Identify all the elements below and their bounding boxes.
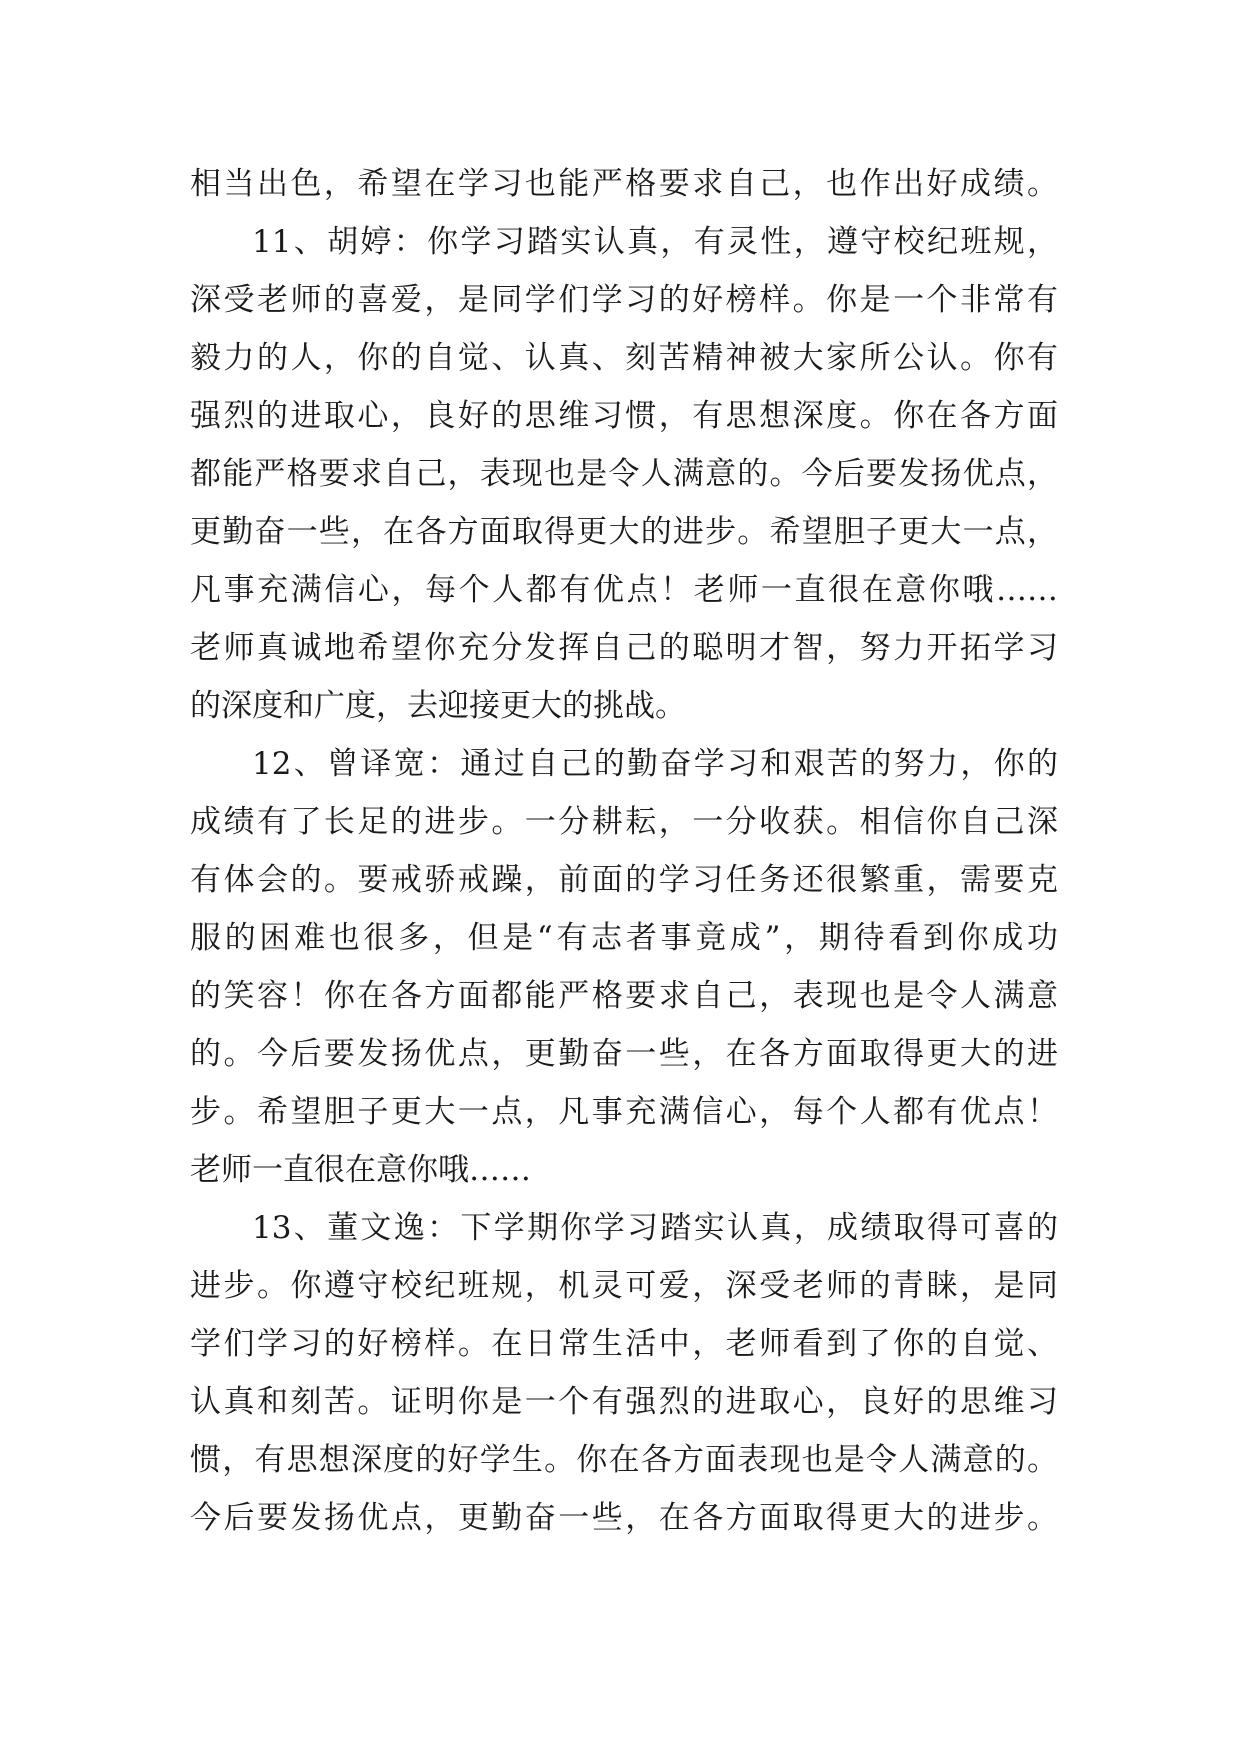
text-line: 相当出色，希望在学习也能严格要求自己，也作出好成绩。 — [190, 166, 1058, 202]
text-line: 步。希望胆子更大一点，凡事充满信心，每个人都有优点！ — [190, 1094, 1058, 1130]
paragraph-12-start: 12、曾译宽：通过自己的勤奋学习和艰苦的努力，你的 — [252, 746, 1058, 782]
text-line: 老师真诚地希望你充分发挥自己的聪明才智，努力开拓学习 — [190, 630, 1058, 666]
document-body — [190, 155, 1058, 1547]
paragraph-13-start: 13、董文逸：下学期你学习踏实认真，成绩取得可喜的 — [252, 1210, 1058, 1246]
text-line: 更勤奋一些，在各方面取得更大的进步。希望胆子更大一点， — [190, 514, 1058, 550]
text-line: 服的困难也很多，但是“有志者事竟成”，期待看到你成功 — [190, 920, 1058, 956]
text-line: 成绩有了长足的进步。一分耕耘，一分收获。相信你自己深 — [190, 804, 1058, 840]
text-line: 都能严格要求自己，表现也是令人满意的。今后要发扬优点， — [190, 456, 1058, 492]
text-line: 老师一直很在意你哦…… — [190, 1152, 531, 1188]
text-line: 今后要发扬优点，更勤奋一些，在各方面取得更大的进步。 — [190, 1500, 1058, 1536]
text-line: 惯，有思想深度的好学生。你在各方面表现也是令人满意的。 — [190, 1442, 1058, 1478]
text-line: 强烈的进取心，良好的思维习惯，有思想深度。你在各方面 — [190, 398, 1058, 434]
paragraph-11-start: 11、胡婷：你学习踏实认真，有灵性，遵守校纪班规， — [252, 224, 1058, 260]
text-line: 学们学习的好榜样。在日常生活中，老师看到了你的自觉、 — [190, 1326, 1058, 1362]
text-line: 的深度和广度，去迎接更大的挑战。 — [190, 688, 686, 724]
text-line: 有体会的。要戒骄戒躁，前面的学习任务还很繁重，需要克 — [190, 862, 1058, 898]
text-line: 毅力的人，你的自觉、认真、刻苦精神被大家所公认。你有 — [190, 340, 1058, 376]
text-line: 进步。你遵守校纪班规，机灵可爱，深受老师的青睐，是同 — [190, 1268, 1058, 1304]
text-line: 认真和刻苦。证明你是一个有强烈的进取心，良好的思维习 — [190, 1384, 1058, 1420]
text-line: 凡事充满信心，每个人都有优点！老师一直很在意你哦…… — [190, 572, 1058, 608]
text-line: 的。今后要发扬优点，更勤奋一些，在各方面取得更大的进 — [190, 1036, 1058, 1072]
text-line: 深受老师的喜爱，是同学们学习的好榜样。你是一个非常有 — [190, 282, 1058, 318]
text-line: 的笑容！你在各方面都能严格要求自己，表现也是令人满意 — [190, 978, 1058, 1014]
